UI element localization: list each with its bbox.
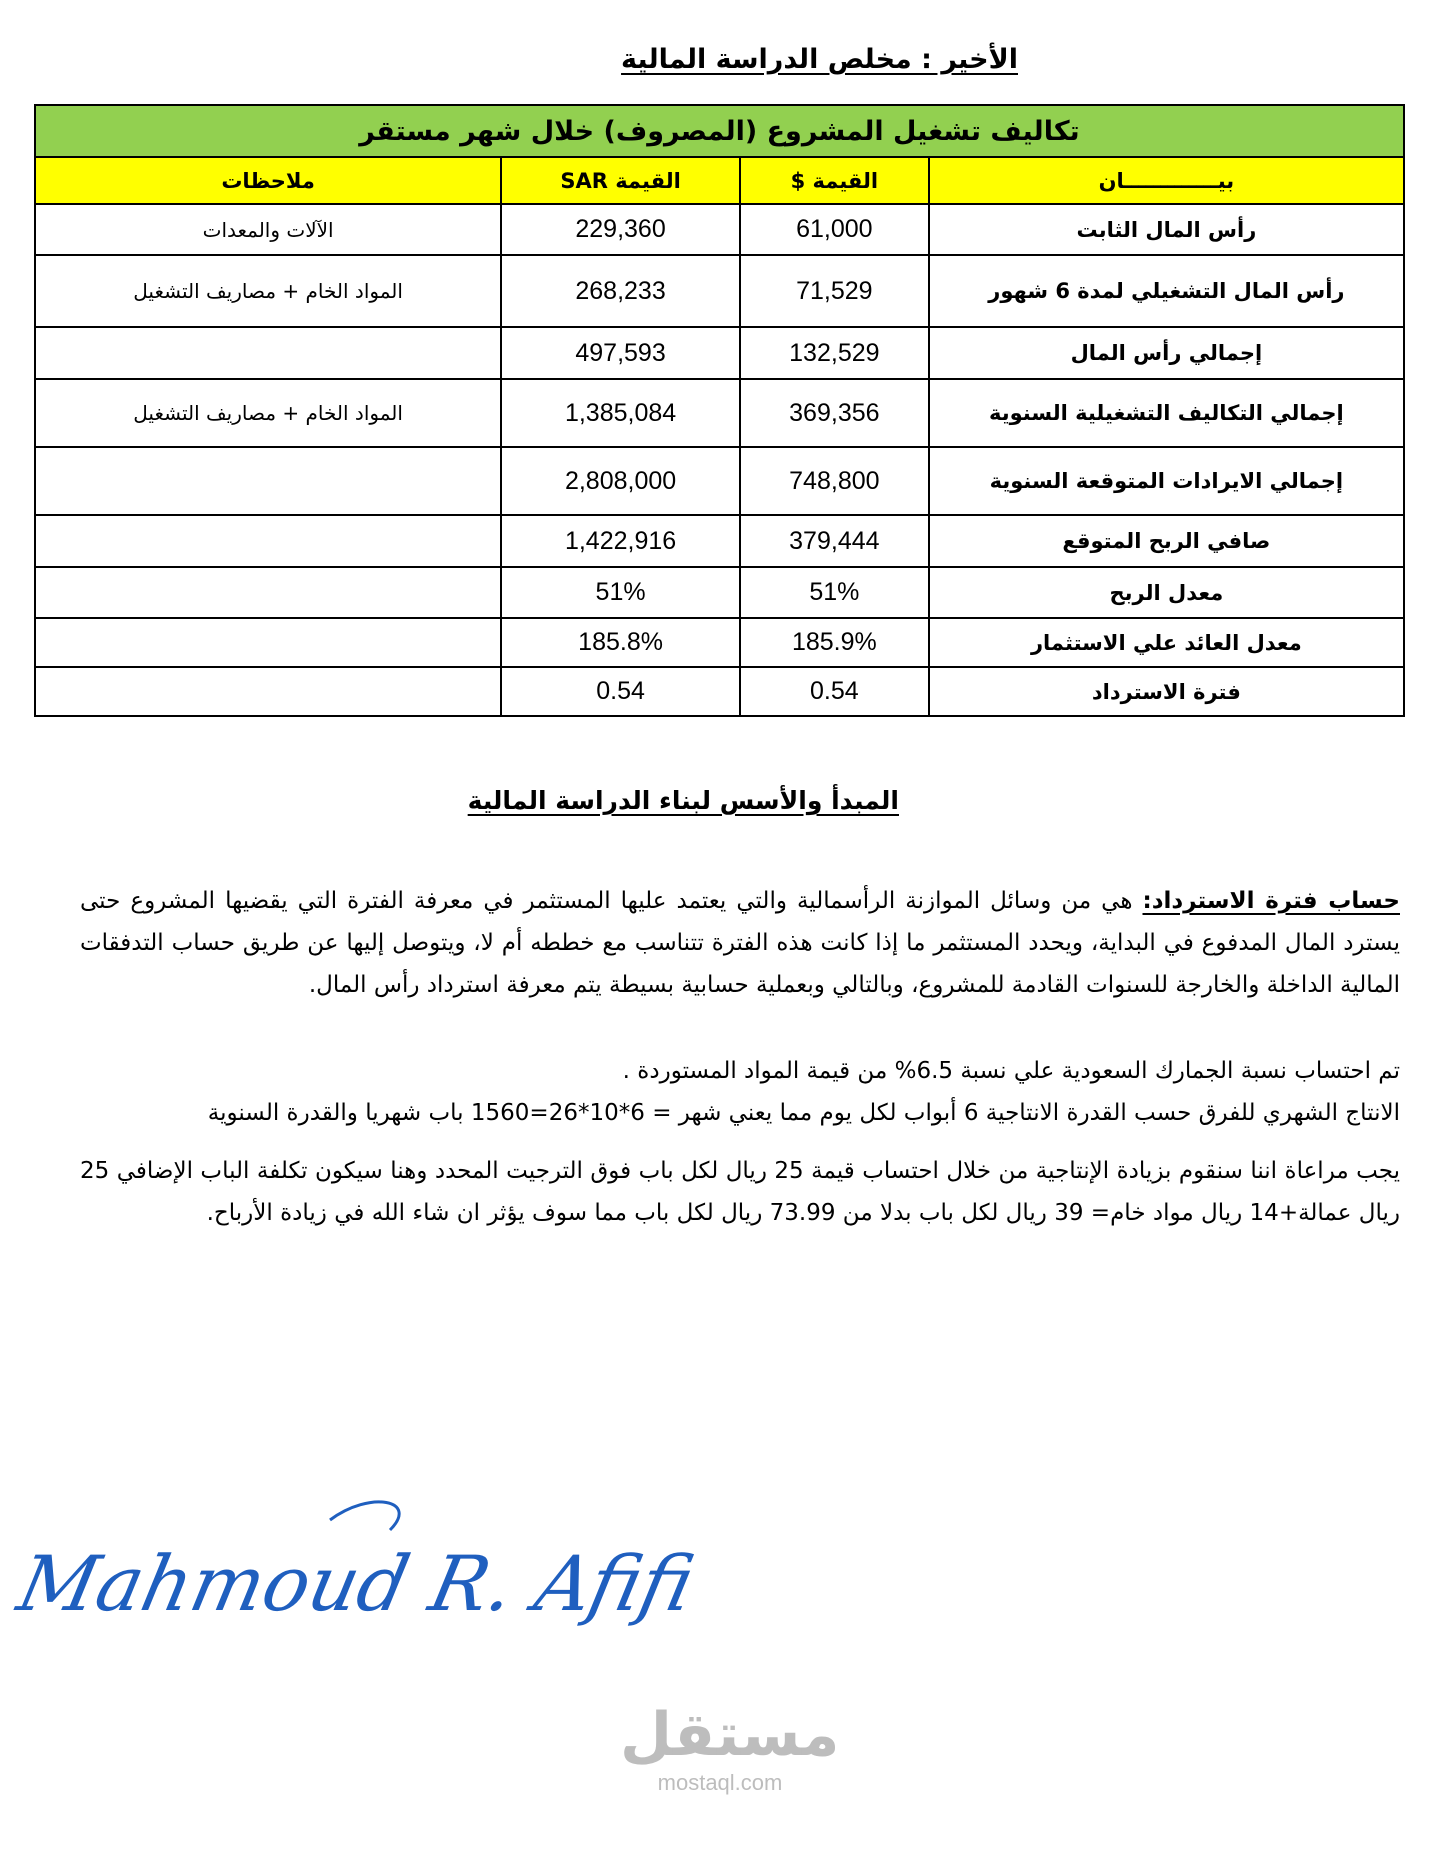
row-usd: 379,444 bbox=[740, 515, 929, 567]
row-notes bbox=[35, 618, 501, 667]
row-usd: 61,000 bbox=[740, 204, 929, 255]
row-notes bbox=[35, 567, 501, 618]
signature-text: Mahmoud R. Afifi bbox=[10, 1540, 702, 1629]
watermark-arabic: مستقل bbox=[620, 1700, 840, 1770]
watermark-latin: mostaql.com bbox=[657, 1770, 783, 1795]
table-row bbox=[35, 447, 1404, 515]
payback-lead: حساب فترة الاسترداد: bbox=[1142, 888, 1400, 914]
table-row bbox=[35, 667, 1404, 716]
watermark bbox=[620, 1700, 840, 1796]
signature-flourish bbox=[330, 1502, 399, 1530]
row-label: معدل الربح bbox=[929, 567, 1404, 618]
page-title: الأخير : مخلص الدراسة المالية bbox=[621, 44, 1018, 75]
row-label: صافي الربح المتوقع bbox=[929, 515, 1404, 567]
row-notes bbox=[35, 447, 501, 515]
row-notes: المواد الخام + مصاريف التشغيل bbox=[35, 379, 501, 447]
header-notes: ملاحظات bbox=[35, 157, 501, 204]
row-usd: 748,800 bbox=[740, 447, 929, 515]
table-row bbox=[35, 255, 1404, 327]
row-usd: 0.54 bbox=[740, 667, 929, 716]
row-label: رأس المال التشغيلي لمدة 6 شهور bbox=[929, 255, 1404, 327]
row-sar: 1,385,084 bbox=[501, 379, 740, 447]
table-header-row bbox=[35, 157, 1404, 204]
table-row bbox=[35, 515, 1404, 567]
row-label: فترة الاسترداد bbox=[929, 667, 1404, 716]
productivity-paragraph: يجب مراعاة اننا سنقوم بزيادة الإنتاجية من خلال احتساب قيمة 25 ريال لكل باب فوق الترجيت المحدد وهنا سيكون تكلفة الباب الإضافي 25 ريال عمالة+14 ريال مواد خام= 39 ريال لكل باب بدلا من 73.99 ريال لكل باب مما سوف يؤثر ان شاء الله في زيادة الأرباح. bbox=[80, 1158, 1401, 1226]
signature bbox=[10, 1490, 702, 1660]
row-label: معدل العائد علي الاستثمار bbox=[929, 618, 1404, 667]
row-sar: 229,360 bbox=[501, 204, 740, 255]
row-usd: 185.9% bbox=[740, 618, 929, 667]
row-label: إجمالي الايرادات المتوقعة السنوية bbox=[929, 447, 1404, 515]
table-title-row bbox=[35, 105, 1404, 157]
payback-text: هي من وسائل الموازنة الرأسمالية والتي يعتمد عليها المستثمر في معرفة الفترة التي يقضيها المشروع حتى يسترد المال المدفوع في البداية، ويحدد المستثمر ما إذا كانت هذه الفترة تتناسب مع خططه أم لا، ويتوصل إليها عن طريق حساب التدفقات المالية الداخلة والخارجة للسنوات القادمة للمشروع، وبالتالي وبعملية حسابية بسيطة يتم معرفة استرداد رأس المال. bbox=[80, 888, 1400, 998]
row-sar: 268,233 bbox=[501, 255, 740, 327]
table-title: تكاليف تشغيل المشروع (المصروف) خلال شهر مستقر bbox=[35, 105, 1404, 157]
table-row bbox=[35, 618, 1404, 667]
row-sar: 1,422,916 bbox=[501, 515, 740, 567]
header-usd: القيمة $ bbox=[740, 157, 929, 204]
row-sar: 51% bbox=[501, 567, 740, 618]
header-label: بيـــــــــــــان bbox=[929, 157, 1404, 204]
row-label: إجمالي رأس المال bbox=[929, 327, 1404, 379]
row-label: رأس المال الثابت bbox=[929, 204, 1404, 255]
table-row bbox=[35, 379, 1404, 447]
table-row bbox=[35, 567, 1404, 618]
row-usd: 369,356 bbox=[740, 379, 929, 447]
row-notes bbox=[35, 327, 501, 379]
row-label: إجمالي التكاليف التشغيلية السنوية bbox=[929, 379, 1404, 447]
header-sar: القيمة SAR bbox=[501, 157, 740, 204]
row-notes bbox=[35, 667, 501, 716]
financial-summary-table bbox=[34, 104, 1405, 717]
row-sar: 0.54 bbox=[501, 667, 740, 716]
row-sar: 185.8% bbox=[501, 618, 740, 667]
row-usd: 51% bbox=[740, 567, 929, 618]
payback-paragraph bbox=[80, 880, 1400, 1006]
table-row bbox=[35, 327, 1404, 379]
customs-paragraph bbox=[80, 1050, 1400, 1134]
row-sar: 2,808,000 bbox=[501, 447, 740, 515]
row-notes bbox=[35, 515, 501, 567]
row-notes: الآلات والمعدات bbox=[35, 204, 501, 255]
customs-line: تم احتساب نسبة الجمارك السعودية علي نسبة 6.5% من قيمة المواد المستوردة . bbox=[622, 1058, 1400, 1084]
section-title: المبدأ والأسس لبناء الدراسة المالية bbox=[467, 786, 899, 815]
production-line: الانتاج الشهري للفرق حسب القدرة الانتاجية 6 أبواب لكل يوم مما يعني شهر = 6*10*26=1560 باب شهريا والقدرة السنوية bbox=[207, 1100, 1400, 1126]
table-row bbox=[35, 204, 1404, 255]
row-usd: 132,529 bbox=[740, 327, 929, 379]
row-usd: 71,529 bbox=[740, 255, 929, 327]
row-notes: المواد الخام + مصاريف التشغيل bbox=[35, 255, 501, 327]
row-sar: 497,593 bbox=[501, 327, 740, 379]
